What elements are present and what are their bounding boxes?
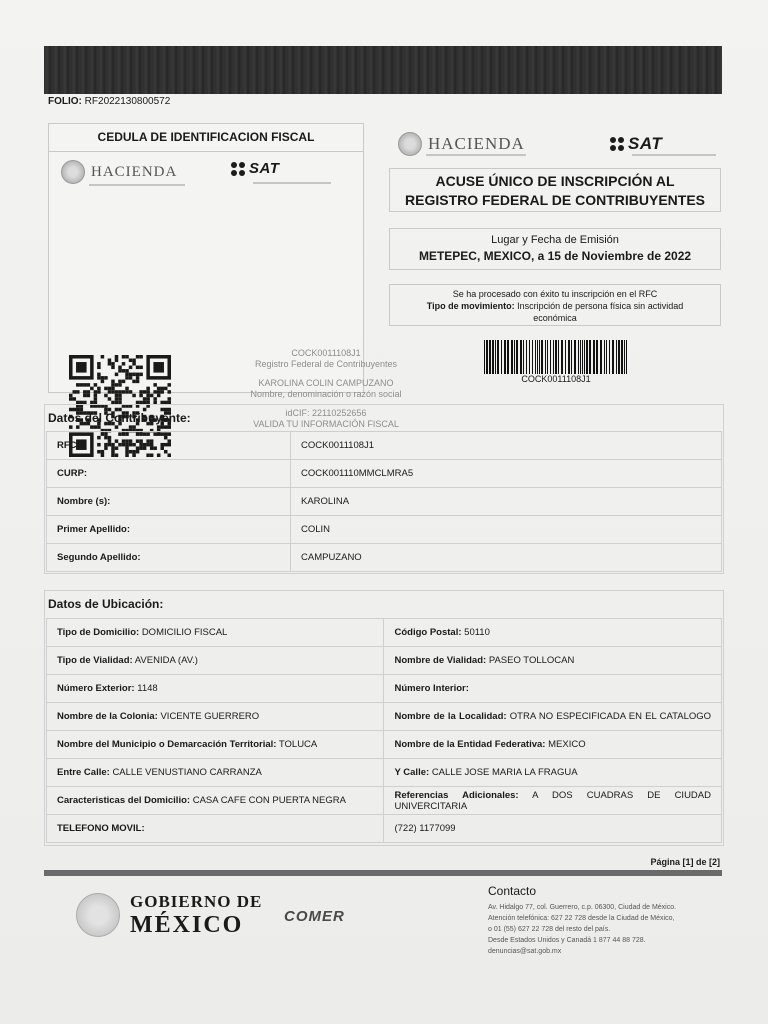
ubicacion-cell (384, 815, 722, 843)
page-number: Página [1] de [2] (650, 857, 720, 867)
lugar-label: Lugar y Fecha de Emisión (491, 234, 619, 246)
field-value: VICENTE GUERRERO (160, 711, 260, 722)
table-row (47, 815, 722, 843)
barcode (484, 340, 628, 374)
field-value: 50110 (464, 627, 490, 638)
field-label: Nombre de la Localidad: (394, 711, 507, 722)
contacto-block (488, 884, 718, 957)
table-row (47, 647, 722, 675)
field-label: Nombre de la Colonia: (57, 711, 158, 722)
table-row (47, 460, 722, 488)
table-row (47, 759, 722, 787)
field-value: OTRA NO ESPECIFICADA EN EL CATALOGO (509, 711, 712, 722)
folio-value: RF2022130800572 (84, 96, 171, 107)
row-value: COCK0011108J1 (291, 432, 722, 460)
ubicacion-cell (47, 759, 384, 787)
row-label: Nombre (s): (47, 488, 291, 516)
field-value: A DOS CUADRAS DE CIUDAD UNIVERCITARIA (394, 789, 711, 812)
header-bar (44, 46, 722, 94)
ubicacion-cell (384, 647, 722, 675)
ubicacion-title: Datos de Ubicación: (48, 597, 164, 611)
field-label: Nombre de la Entidad Federativa: (394, 739, 546, 750)
field-value: DOMICILIO FISCAL (141, 627, 228, 638)
field-value: (722) 1177099 (394, 823, 456, 834)
acuse-title (389, 168, 721, 212)
contacto-line: o 01 (55) 627 22 728 del resto del país. (488, 926, 611, 933)
hacienda-logo (398, 132, 525, 156)
ubicacion-cell (384, 787, 722, 815)
hacienda-wordmark: HACIENDA (91, 163, 178, 180)
table-row (47, 675, 722, 703)
lugar-value: METEPEC, MEXICO, a 15 de Noviembre de 2022 (418, 249, 692, 263)
ubicacion-cell (47, 703, 384, 731)
contacto-title: Contacto (488, 884, 537, 898)
folio-label: FOLIO: (48, 96, 82, 107)
idcif: idCIF: 22110252656 (285, 408, 367, 418)
hacienda-logo (61, 160, 177, 184)
procesado-text: Se ha procesado con éxito tu inscripción en el RFC (452, 289, 658, 299)
field-label: Número Exterior: (57, 683, 135, 694)
field-label: Código Postal: (394, 627, 462, 638)
barcode-text: COCK0011108J1 (521, 374, 591, 384)
row-label: CURP: (47, 460, 291, 488)
row-value: KAROLINA (291, 488, 722, 516)
rfc-label: Registro Federal de Contribuyentes (254, 359, 398, 369)
movimiento-box (389, 284, 721, 326)
lugar-fecha-box (389, 228, 721, 270)
ubicacion-cell (47, 731, 384, 759)
table-row (47, 787, 722, 815)
seal-icon (61, 160, 85, 184)
comer-logo: COMER (284, 908, 345, 925)
gobierno-line1: GOBIERNO DE (130, 892, 263, 911)
ubicacion-cell (384, 619, 722, 647)
sat-logo (231, 160, 279, 177)
taxpayer-name-label: Nombre, denominación o razón social (250, 389, 402, 399)
footer-bar (44, 870, 722, 876)
field-value: 1148 (137, 683, 158, 694)
field-value: MEXICO (548, 739, 586, 750)
field-label: Entre Calle: (57, 767, 110, 778)
sat-dots-icon (610, 137, 624, 151)
field-label: Y Calle: (394, 767, 430, 778)
ubicacion-cell (47, 787, 384, 815)
divider (49, 151, 363, 152)
table-row (47, 731, 722, 759)
field-label: Referencias Adicionales: (394, 789, 519, 801)
row-value: COLIN (291, 516, 722, 544)
hacienda-wordmark: HACIENDA (428, 134, 525, 153)
sat-subtitle (253, 182, 331, 184)
sat-wordmark: SAT (628, 134, 663, 153)
table-row (47, 516, 722, 544)
ubicacion-cell (384, 731, 722, 759)
field-value: CALLE JOSE MARIA LA FRAGUA (431, 767, 578, 778)
cedula-title: CEDULA DE IDENTIFICACION FISCAL (97, 130, 315, 144)
field-value: PASEO TOLLOCAN (488, 655, 575, 666)
contribuyente-table (46, 431, 722, 572)
table-row (47, 488, 722, 516)
field-value: CASA CAFE CON PUERTA NEGRA (192, 795, 346, 806)
field-label: Nombre de Vialidad: (394, 655, 487, 666)
row-label: Segundo Apellido: (47, 544, 291, 572)
row-label: RFC: (47, 432, 291, 460)
table-row (47, 432, 722, 460)
hacienda-subtitle (89, 184, 185, 186)
seal-icon (398, 132, 422, 156)
acuse-title-line1: ACUSE ÚNICO DE INSCRIPCIÓN AL (435, 173, 675, 189)
contacto-line: denuncias@sat.gob.mx (488, 948, 562, 955)
tipo-mov-value: Inscripción de persona física sin actividad económica (517, 301, 684, 323)
ubicacion-cell (384, 675, 722, 703)
contacto-line: Av. Hidalgo 77, col. Guerrero, c.p. 06300, Ciudad de México. (488, 904, 677, 911)
taxpayer-name: KAROLINA COLIN CAMPUZANO (258, 378, 394, 388)
gobierno-logo (76, 892, 262, 938)
sat-subtitle (632, 154, 716, 156)
gobierno-line2: MÉXICO (130, 912, 244, 938)
contacto-line: Desde Estados Unidos y Canadá 1 877 44 88 728. (488, 937, 646, 944)
field-value: TOLUCA (278, 739, 318, 750)
valida-text: VALIDA TU INFORMACIÓN FISCAL (253, 419, 399, 429)
field-label: Nombre del Municipio o Demarcación Territorial: (57, 739, 277, 750)
field-label: Caracteristicas del Domicilio: (57, 795, 191, 806)
ubicacion-cell (47, 675, 384, 703)
field-label: Número Interior: (394, 683, 469, 694)
ubicacion-cell (384, 703, 722, 731)
field-label: TELEFONO MOVIL: (57, 823, 145, 834)
ubicacion-table (46, 618, 722, 843)
field-label: Tipo de Vialidad: (57, 655, 133, 666)
ubicacion-cell (47, 619, 384, 647)
field-value: AVENIDA (AV.) (134, 655, 198, 666)
row-value: COCK001110MMCLMRA5 (291, 460, 722, 488)
eagle-seal-icon (76, 893, 120, 937)
table-row (47, 619, 722, 647)
sat-logo (610, 134, 662, 154)
acuse-logos (396, 130, 722, 160)
rfc-value: COCK0011108J1 (291, 348, 361, 358)
tipo-mov-label: Tipo de movimiento: (426, 301, 515, 311)
ubicacion-cell (47, 815, 384, 843)
field-value: CALLE VENUSTIANO CARRANZA (112, 767, 262, 778)
field-label: Tipo de Domicilio: (57, 627, 140, 638)
row-value: CAMPUZANO (291, 544, 722, 572)
sat-wordmark: SAT (249, 160, 280, 177)
table-row (47, 703, 722, 731)
ubicacion-cell (384, 759, 722, 787)
folio (48, 96, 170, 107)
sat-dots-icon (231, 162, 245, 176)
acuse-title-line2: REGISTRO FEDERAL DE CONTRIBUYENTES (405, 192, 705, 208)
hacienda-subtitle (426, 154, 526, 156)
ubicacion-cell (47, 647, 384, 675)
contribuyente-title: Datos del Contribuyente: (48, 411, 191, 425)
contacto-line: Atención telefónica: 627 22 728 desde la Ciudad de México, (488, 915, 675, 922)
table-row (47, 544, 722, 572)
row-label: Primer Apellido: (47, 516, 291, 544)
